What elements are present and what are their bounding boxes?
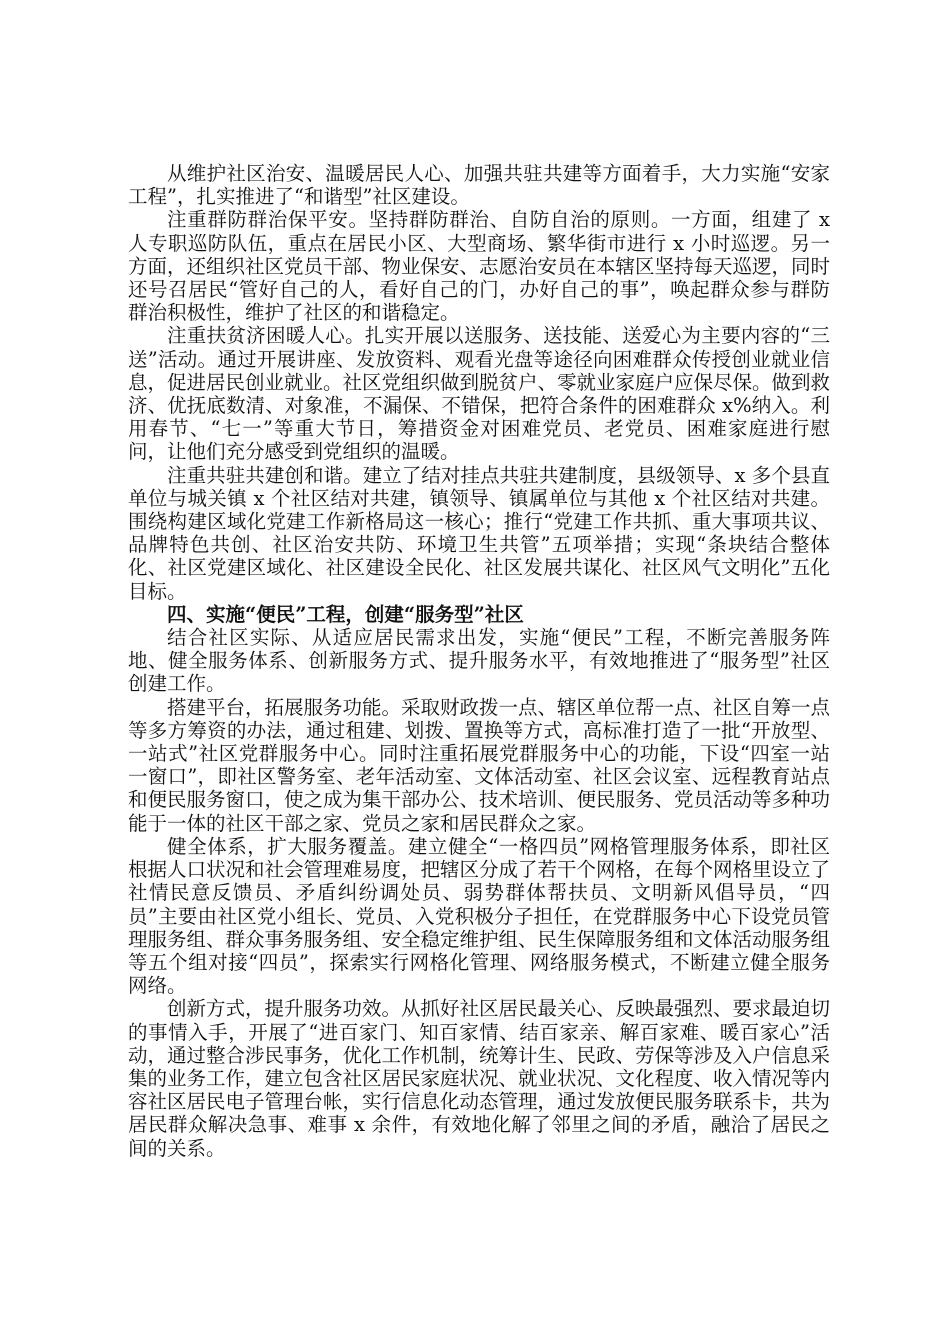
section-heading-four: 四、实施“便民”工程，创建“服务型”社区 bbox=[167, 602, 524, 626]
paragraph-convenience-project: 结合社区实际、从适应居民需求出发，实施“便民”工程，不断完善服务阵地、健全服务体系、创新服务方式、提升服务水平，有效地推进了“服务型”社区创建工作。 bbox=[128, 626, 830, 696]
paragraph-group-defense: 注重群防群治保平安。坚持群防群治、自防自治的原则。一方面，组建了 x 人专职巡防队伍，重点在居民小区、大型商场、繁华街市进行 x 小时巡逻。另一方面，还组织社区党员干部、物业保安、志愿治安员在本辖区坚持每天巡逻，同时还号召居民“管好自己的人，看好自己的门，办好自己的事”，唤起群众参与群防群治积极性，维护了社区的和谐稳定。 bbox=[128, 208, 831, 325]
document-body bbox=[128, 162, 830, 1160]
paragraph-platform: 搭建平台，拓展服务功能。采取财政拨一点、辖区单位帮一点、社区自筹一点等多方筹资的办法，通过租建、划拨、置换等方式，高标准打造了一批“开放型、一站式”社区党群服务中心。同时注重拓展党群服务中心的功能，下设“四室一站一窗口”，即社区警务室、老年活动室、文体活动室、社区会议室、远程教育站点和便民服务窗口，使之成为集干部办公、技术培训、便民服务、党员活动等多种功能于一体的社区干部之家、党员之家和居民群众之家。 bbox=[128, 695, 831, 835]
paragraph-poverty-relief: 注重扶贫济困暖人心。扎实开展以送服务、送技能、送爱心为主要内容的“三送”活动。通过开展讲座、发放资料、观看光盘等途径向困难群众传授创业就业信息，促进居民创业就业。社区党组织做到脱贫户、零就业家庭户应保尽保。做到救济、优抚底数清、对象准，不漏保、不错保，把符合条件的困难群众 x%纳入。利用春节、“七一”等重大节日，筹措资金对困难党员、老党员、困难家庭进行慰问，让他们充分感受到党组织的温暖。 bbox=[128, 324, 831, 464]
paragraph-system: 健全体系，扩大服务覆盖。建立健全“一格四员”网格管理服务体系，即社区根据人口状况和社会管理难易度，把辖区分成了若干个网格，在每个网格里设立了社情民意反馈员、矛盾纠纷调处员、弱势群体帮扶员、文明新风倡导员，“四员”主要由社区党小组长、党员、入党积极分子担任，在党群服务中心下设党员管理服务组、群众事务服务组、安全稳定维护组、民生保障服务组和文体活动服务组等五个组对接“四员”，探索实行网格化管理、网络服务模式，不断建立健全服务网络。 bbox=[128, 834, 831, 998]
paragraph-intro: 从维护社区治安、温暖居民人心、加强共驻共建等方面着手，大力实施“安家工程”，扎实推进了“和谐型”社区建设。 bbox=[128, 162, 830, 209]
paragraph-innovation: 创新方式，提升服务功效。从抓好社区居民最关心、反映最强烈、要求最迫切的事情入手，开展了“进百家门、知百家情、结百家亲、解百家难、暖百家心”活动，通过整合涉民事务，优化工作机制，统筹计生、民政、劳保等涉及入户信息采集的业务工作，建立包含社区居民家庭状况、就业状况、文化程度、收入情况等内容社区居民电子管理台帐，实行信息化动态管理，通过发放便民服务联系卡，共为居民群众解决急事、难事 x 余件，有效地化解了邻里之间的矛盾，融洽了居民之间的关系。 bbox=[128, 997, 831, 1160]
paragraph-co-construction: 注重共驻共建创和谐。建立了结对挂点共驻共建制度，县级领导、x 多个县直单位与城关镇 x 个社区结对共建，镇领导、镇属单位与其他 x 个社区结对共建。围绕构建区域化党建工作新格局这一核心；推行“党建工作共抓、重大事项共议、品牌特色共创、社区治安共防、环境卫生共管”五项举措；实现“条块结合整体化、社区党建区域化、社区建设全民化、社区发展共谋化、社区风气文明化”五化目标。 bbox=[128, 463, 830, 603]
